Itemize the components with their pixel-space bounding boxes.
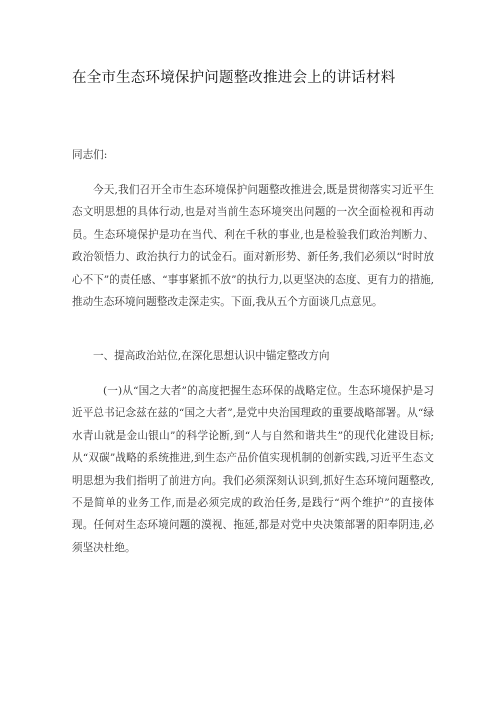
paragraph-section-1-1: (一)从“国之大者”的高度把握生态环保的战略定位。生态环境保护是习近平总书记念兹在兹的“国之大者”,是党中央治国理政的重要战略部署。从“绿水青山就是金山银山”的科学论断,到“人与自然和谐共生”的现代化建设目标;从“双碳”战略的系统推进,到生态产品价值实现机制的创新实践,习近平生态文明思想为我们指明了前进方向。我们必须深刻认识到,抓好生态环境问题整改,不是简单的业务工作,而是必须完成的政治任务,是践行“两个维护”的直接体现。任何对生态环境问题的漠视、拖延,都是对党中央决策部署的阳奉阴违,必须坚决杜绝。 (72, 385, 434, 554)
document-title: 在全市生态环境保护问题整改推进会上的讲话材料 (72, 70, 396, 86)
salutation: 同志们: (72, 149, 108, 161)
paragraph-intro: 今天,我们召开全市生态环境保护问题整改推进会,既是贯彻落实习近平生态文明思想的具体行动,也是对当前生态环境突出问题的一次全面检视和再动员。生态环境保护是功在当代、利在千秋的事业,也是检验我们政治判断力、政治领悟力、政治执行力的试金石。面对新形势、新任务,我们必须以“时时放心不下”的责任感、“事事紧抓不放”的执行力,以更坚决的态度、更有力的措施,推动生态环境问题整改走深走实。下面,我从五个方面谈几点意见。 (72, 184, 434, 309)
section-heading-1: 一、提高政治站位,在深化思想认识中锚定整改方向 (93, 350, 330, 362)
